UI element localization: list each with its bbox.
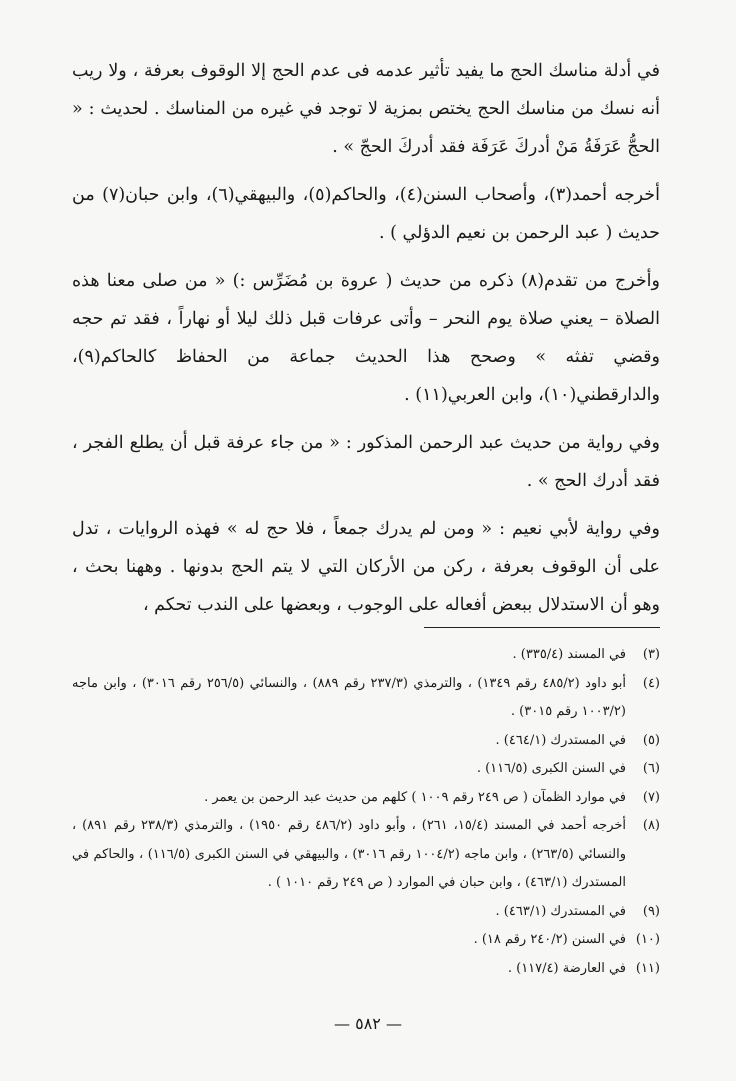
footnote-number: (٣) <box>642 647 660 662</box>
footnote-number: (٨) <box>642 818 660 833</box>
paragraph-5: وفي رواية لأبي نعيم : « ومن لم يدرك جمعاً ، فلا حج له » فهذه الروايات ، تدل على أن الوقوف بعرفة ، ركن من الأركان التي لا يتم الحج بدونها . وههنا بحث ، وهو أن الاستدلال ببعض أفعاله على الوجوب ، وبعضها على الندب تحكم ، <box>72 519 660 615</box>
page-number: — ٥٨٢ — <box>334 1014 402 1033</box>
footnote-divider <box>424 627 660 628</box>
footnote <box>72 898 660 927</box>
paragraph-1: في أدلة مناسك الحج ما يفيد تأثير عدمه فى عدم الحج إلا الوقوف بعرفة ، ولا ريب أنه نسك من مناسك الحج يختص بمزية لا توجد في غيره من المناسك . لحديث : « الحجُّ عَرَفَةُ مَنْ أدركَ عَرَفَة فقد أدركَ الحجّ » . <box>72 61 660 157</box>
footnote <box>72 727 660 756</box>
footnote-number: (١١) <box>635 960 660 976</box>
footnote <box>72 784 660 813</box>
footnote-number: (٤) <box>642 675 660 691</box>
footnote <box>72 641 660 670</box>
footnote-text: في العارضة (١١٧/٤) . <box>507 960 626 976</box>
footnote <box>72 755 660 784</box>
footnote-text: أبو داود (٤٨٥/٢ رقم ١٣٤٩) ، والترمذي (٢٣٧/٣ رقم ٨٨٩) ، والنسائي (٢٥٦/٥ رقم ٣٠١٦) ، وابن ماجه (١٠٠٣/٢ رقم ٣٠١٥) . <box>72 675 627 719</box>
footnote <box>72 670 660 727</box>
footnote <box>72 926 660 955</box>
footnote <box>72 812 660 898</box>
paragraph-3: وأخرج من تقدم(٨) ذكره من حديث ( عروة بن مُضَرِّس :) « من صلى معنا هذه الصلاة – يعني صلاة يوم النحر – وأتى عرفات قبل ذلك ليلا أو نهاراً ، فقد تم حجه وقضي تفثه » وصحح هذا الحديث جماعة من الحفاظ كالحاكم(٩)، والدارقطني(١٠)، وابن العربي(١١) . <box>72 271 660 405</box>
footnotes <box>72 641 660 983</box>
footnote-number: (١٠) <box>635 932 660 947</box>
paragraph-2: أخرجه أحمد(٣)، وأصحاب السنن(٤)، والحاكم(٥)، والبيهقي(٦)، وابن حبان(٧) من حديث ( عبد الرحمن بن نعيم الدؤلي ) . <box>72 185 660 243</box>
footnote-text: في المستدرك (٤٦٤/١) . <box>495 732 626 748</box>
footnote-text: أخرجه أحمد في المسند (١٥/٤، ٢٦١) ، وأبو داود (٤٨٦/٢ رقم ١٩٥٠) ، والترمذي (٢٣٨/٣ رقم ٨٩١) ، والنسائي (٢٦٣/٥) ، وابن ماجه (١٠٠٤/٢ رقم ٣٠١٦) ، والبيهقي في السنن الكبرى (١١٦/٥) ، والحاكم في المستدرك (٤٦٣/١) ، وابن حبان في الموارد ( ص ٢٤٩ رقم ١٠١٠ ) . <box>72 818 627 890</box>
footnote-text: في موارد الظمآن ( ص ٢٤٩ رقم ١٠٠٩ ) كلهم من حديث عبد الرحمن بن يعمر . <box>204 789 626 805</box>
footnote-text: في المستدرك (٤٦٣/١) . <box>495 903 626 919</box>
footnote-text: في السنن الكبرى (١١٦/٥) . <box>476 761 626 776</box>
footnote-text: في السنن (٢٤٠/٢ رقم ١٨) . <box>473 932 626 947</box>
footnote-number: (٩) <box>642 903 660 919</box>
paragraph-4: وفي رواية من حديث عبد الرحمن المذكور : « من جاء عرفة قبل أن يطلع الفجر ، فقد أدرك الحج » . <box>72 433 660 491</box>
main-text <box>72 52 660 634</box>
footnote <box>72 955 660 984</box>
footnote-text: في المسند (٣٣٥/٤) . <box>512 647 626 662</box>
footnote-number: (٥) <box>642 732 660 748</box>
footnote-number: (٧) <box>642 789 660 805</box>
footnote-number: (٦) <box>642 761 660 776</box>
